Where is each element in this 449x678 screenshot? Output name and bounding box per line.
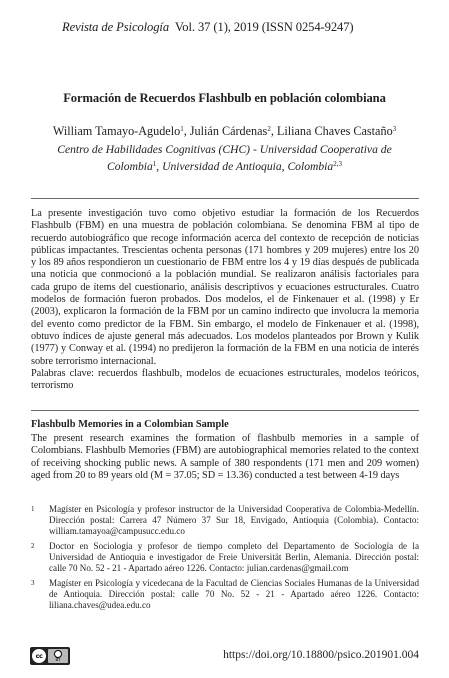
volume-info: Vol. 37 (1), 2019 (ISSN 0254-9247) [174,20,354,34]
footnotes [31,504,419,615]
affiliation-text: , Universidad de Antioquia, Colombia [156,160,334,173]
journal-header [62,20,392,35]
by-label: BY [55,657,61,662]
footnote-number: 3 [31,579,35,587]
by-icon [48,649,68,663]
author-name: Julián Cárdenas [189,124,268,138]
footnote [31,578,419,611]
abstract-text-english: The present research examines the formation of flashbulb memories in a sample of Colombians. Flashbulb Memories (FBM) are autobiographical memories related to the context of receiving shocking public news. A sample of 380 respondents (171 men and 209 women) aged from 20 to 89 years old (M = 37.05; SD = 13.36) conducted a test between 4-19 days [31,433,419,481]
divider-rule [31,198,419,199]
author-name: William Tamayo-Agudelo [52,124,181,138]
footnote [31,504,419,537]
english-title: Flashbulb Memories in a Colombian Sample [31,419,229,430]
abstract-text: La presente investigación tuvo como objetivo estudiar la formación de los Recuerdos Flashbulb (FBM) en una muestra de población colombiana. Se denomina FBM al tipo de recuerdo autobiográfico que recoge información acerca del contexto de recepción de noticias públicas impactantes. Trescientas ochenta personas (171 hombres y 209 mujeres) entre los 20 y los 89 años respondieron un cuestionario de FBM entre los 4 y 19 días después de publicada una noticia que conmocionó a la población mundial. Se realizaron análisis factoriales para cada grupo de ítems del cuestionario, análisis descriptivos y ecuaciones estructurales. Cuatro modelos de formación fueron probados. Dos modelos, el de Finkenauer et al. (1998) y Er (2003), explicaron la formación de la FBM por un camino indirecto que involucra la memoria del evento como predictor de la FBM. Sin embargo, el modelo de Finkenauer et al. (1998), obtuvo índices de ajuste general más adecuados. Los modelos planteados por Brown y Kulik (1977) y Conway et al. (1994) no predijeron la formación de la FBM en una noticia de interés sobre terrorismo internacional. [31,208,419,367]
author-superscript: 1 [180,125,184,133]
author-name: Liliana Chaves Castaño [276,124,393,138]
author-separator: , [270,124,277,138]
footnote [31,541,419,574]
author-list [0,124,449,139]
footnote-text: Doctor en Sociología y profesor de tiempo completo del Departamento de Sociología de la Universidad de Antioquia e investigador de Freie Universität Berlin, Alemania. Dirección postal: calle 70 No. 52 - 21 - Apartado aéreo 1226. Contacto: julian.cardenas@gmail.com [49,541,419,573]
cc-icon: cc [32,649,46,663]
author-separator: , [183,124,190,138]
affiliation-line [0,160,449,173]
cc-license-badge[interactable] [30,647,70,665]
affiliation-line: Centro de Habilidades Cognitivas (CHC) - Universidad Cooperativa de [57,143,392,156]
affiliation-text: Colombia [107,160,153,173]
abstract-english [31,433,419,482]
affiliation-superscript: 1 [152,160,157,168]
article-title: Formación de Recuerdos Flashbulb en población colombiana [63,91,386,105]
affiliation-superscript: 2,3 [333,160,342,168]
abstract-spanish [31,208,419,392]
footnote-number: 1 [31,505,35,513]
journal-name: Revista de Psicología [62,20,170,34]
divider-rule [31,410,419,411]
author-superscript: 2 [267,125,271,133]
author-superscript: 3 [392,125,397,133]
footnote-text: Magíster en Psicología y vicedecana de la Facultad de Ciencias Sociales Humanas de la Universidad de Antioquia. Dirección postal: calle 70 No. 52 - 21 - Apartado aéreo 1226. Contacto: liliana.chaves@udea.edu.co [49,578,419,610]
footnote-number: 2 [31,542,35,550]
keywords: Palabras clave: recuerdos flashbulb, modelos de ecuaciones estructurales, modelos teóricos, terrorismo [31,367,419,392]
footnote-text: Magíster en Psicología y profesor instructor de la Universidad Cooperativa de Colombia-Medellín. Dirección postal: Carrera 47 Número 37 Sur 18, Envigado, Antioquia (Colombia). Contacto: william.tamayoa@campusucc.edu.co [49,504,419,536]
doi-link[interactable]: https://doi.org/10.18800/psico.201901.004 [223,649,419,661]
